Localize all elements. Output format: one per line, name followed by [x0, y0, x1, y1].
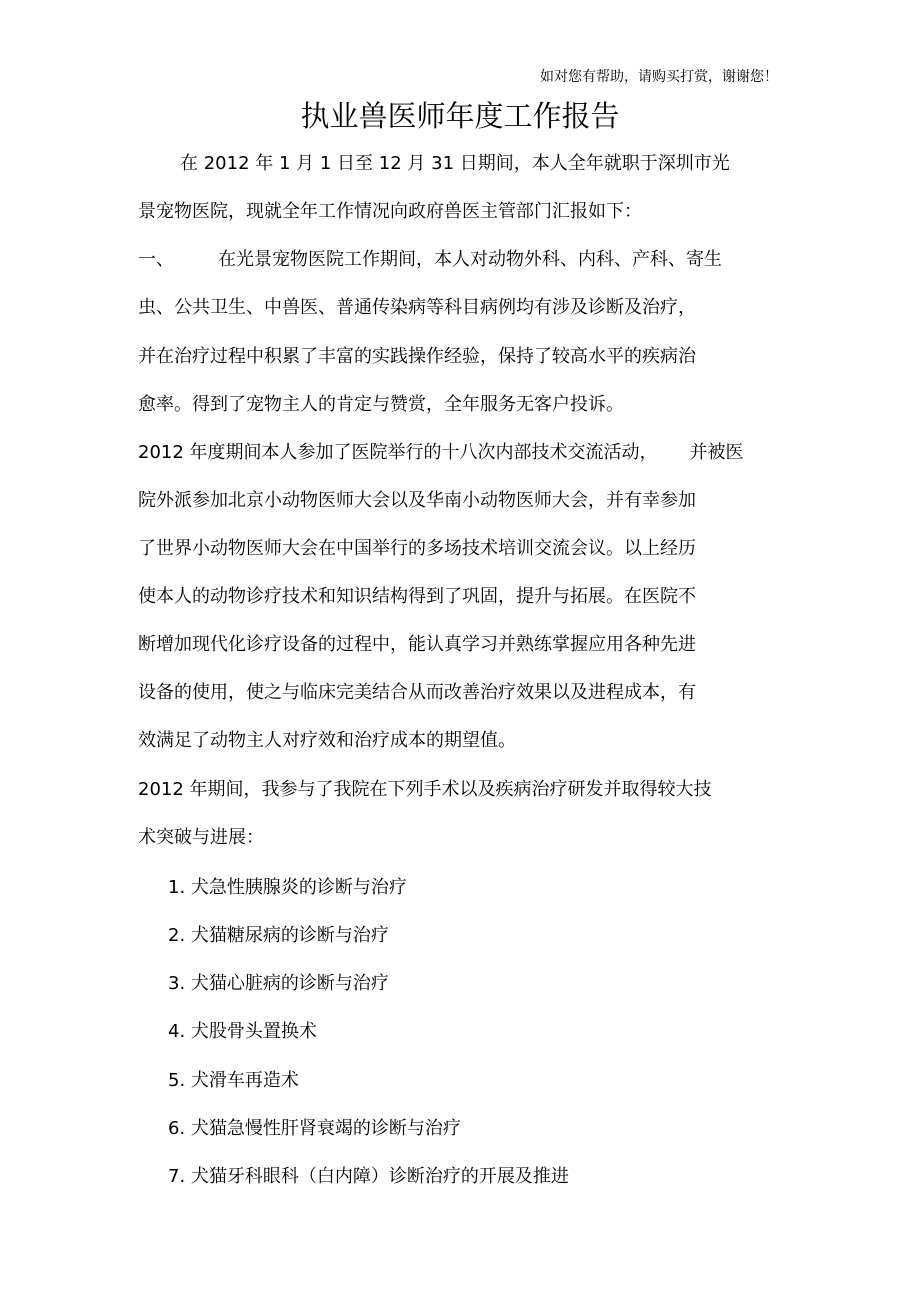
list-item: 7. 犬猫牙科眼科（白内障）诊断治疗的开展及推进: [168, 1166, 569, 1187]
exchange-first-line: [138, 441, 744, 465]
section-one-marker: 一、: [138, 249, 174, 270]
header-notice: 如对您有帮助，请购买打赏，谢谢您！: [540, 69, 778, 85]
list-item: 3. 犬猫心脏病的诊断与治疗: [168, 973, 389, 994]
section-one-line: 虫、公共卫生、中兽医、普通传染病等科目病例均有涉及诊断及治疗，: [138, 297, 696, 318]
section-one-line: 愈率。得到了宠物主人的肯定与赞赏，全年服务无客户投诉。: [138, 394, 624, 415]
section-one-line: 并在治疗过程中积累了丰富的实践操作经验，保持了较高水平的疾病治: [138, 346, 696, 367]
exchange-line: 院外派参加北京小动物医师大会以及华南小动物医师大会，并有幸参加: [138, 490, 696, 511]
list-item: 6. 犬猫急慢性肝肾衰竭的诊断与治疗: [168, 1118, 461, 1139]
section-one-first-line: [138, 248, 722, 272]
exchange-line: 断增加现代化诊疗设备的过程中，能认真学习并熟练掌握应用各种先进: [138, 634, 696, 655]
intro-line: 在 2012 年 1 月 1 日至 12 月 31 日期间，本人全年就职于深圳市光: [180, 153, 730, 174]
exchange-line: 了世界小动物医师大会在中国举行的多场技术培训交流会议。以上经历: [138, 538, 696, 559]
list-item: 5. 犬滑车再造术: [168, 1070, 299, 1091]
list-item: 4. 犬股骨头置换术: [168, 1021, 317, 1042]
exchange-line: 使本人的动物诊疗技术和知识结构得到了巩固，提升与拓展。在医院不: [138, 586, 696, 607]
exchange-first-text: 2012 年度期间本人参加了医院举行的十八次内部技术交流活动，: [138, 442, 658, 463]
exchange-line: 设备的使用，使之与临床完美结合从而改善治疗效果以及进程成本，有: [138, 682, 696, 703]
exchange-line: 效满足了动物主人对疗效和治疗成本的期望值。: [138, 730, 516, 751]
intro-line: 景宠物医院，现就全年工作情况向政府兽医主管部门汇报如下：: [138, 201, 642, 222]
document-title: 执业兽医师年度工作报告: [300, 99, 620, 133]
exchange-first-tail: 并被医: [689, 442, 744, 463]
list-item: 2. 犬猫糖尿病的诊断与治疗: [168, 925, 389, 946]
section-one-first-text: 在光景宠物医院工作期间，本人对动物外科、内科、产科、寄生: [218, 249, 722, 270]
research-line: 2012 年期间，我参与了我院在下列手术以及疾病治疗研发并取得较大技: [138, 779, 712, 800]
list-item: 1. 犬急性胰腺炎的诊断与治疗: [168, 877, 407, 898]
research-line: 术突破与进展：: [138, 827, 264, 848]
